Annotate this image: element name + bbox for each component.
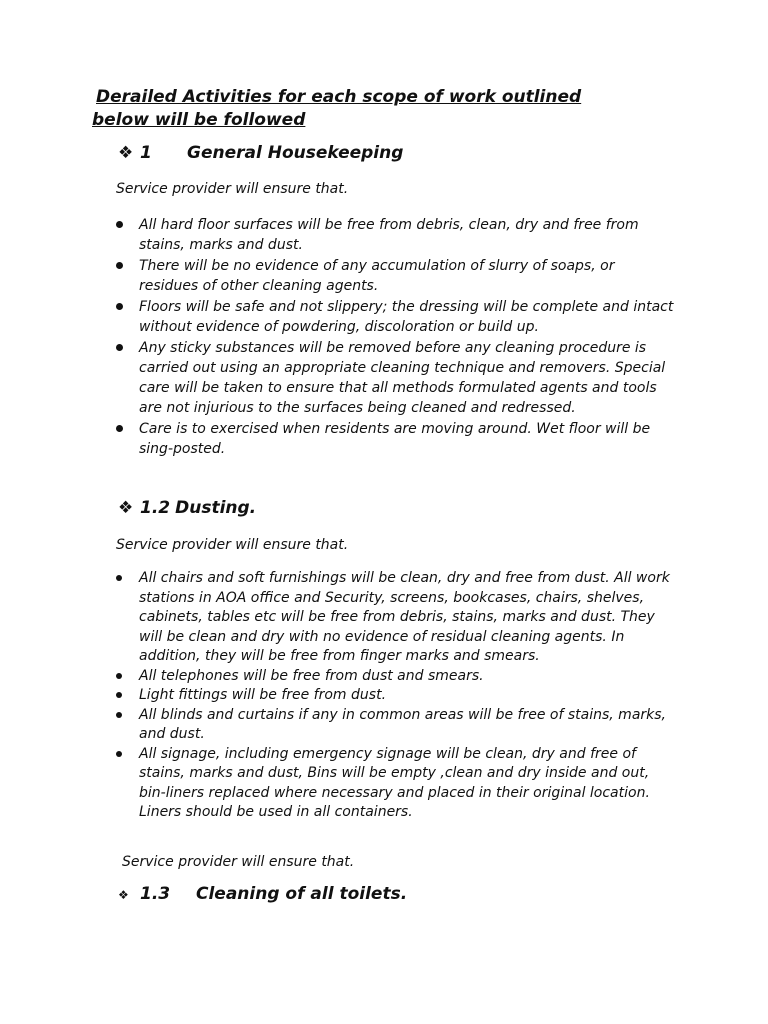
list-item: [116, 297, 676, 337]
section-heading-general-housekeeping: [118, 143, 403, 163]
section-intro: Service provider will ensure that.: [116, 181, 349, 197]
list-item: [116, 338, 676, 418]
list-item: [116, 419, 676, 459]
section-number: 1.2: [140, 498, 171, 518]
list-item: [116, 215, 676, 255]
section-title: Cleaning of all toilets.: [196, 884, 408, 904]
bullet-dot-icon: [116, 262, 123, 269]
list-item-text: All telephones will be free from dust and smears.: [139, 667, 484, 684]
list-item: [116, 706, 676, 745]
section-heading-dusting: [118, 498, 256, 518]
list-item-text: Any sticky substances will be removed before any cleaning procedure is carried out using an appropriate cleaning technique and removers. Special care will be taken to ensure that all methods formulated agents and tools are not injurious to the surfaces being cleaned and redressed.: [139, 340, 666, 416]
bullet-dot-icon: [116, 221, 123, 228]
diamond-bullet-icon: ❖: [118, 888, 129, 902]
list-item-text: Light fittings will be free from dust.: [139, 687, 387, 703]
list-item: [116, 745, 676, 823]
section-number: 1: [140, 143, 152, 163]
section-heading-cleaning-toilets: [118, 884, 407, 904]
list-item-text: Care is to exercised when residents are moving around. Wet floor will be sing-posted.: [139, 421, 651, 457]
document-title: [92, 86, 692, 132]
list-item: [116, 256, 676, 296]
bullet-dot-icon: [116, 751, 122, 757]
bullet-dot-icon: [116, 575, 122, 581]
document-title-line-2: below will be followed: [92, 110, 306, 130]
list-item-text: All chairs and soft furnishings will be clean, dry and free from dust. All work stations in AOA office and Security, screens, bookcases, chairs, shelves, cabinets, tables etc will be free from debris, stains, marks and dust. They will be clean and dry with no evidence of residual cleaning agents. In addition, they will be free from finger marks and smears.: [139, 570, 670, 664]
section-title: General Housekeeping: [187, 143, 404, 163]
list-item-text: All blinds and curtains if any in common areas will be free of stains, marks, and dust.: [139, 706, 667, 742]
bullet-dot-icon: [116, 673, 122, 679]
bullet-list-dusting: [116, 569, 676, 823]
bullet-dot-icon: [116, 344, 123, 351]
section-title: Dusting.: [175, 498, 257, 518]
list-item: [116, 686, 676, 706]
section-number: 1.3: [140, 884, 171, 904]
document-title-line-1: Derailed Activities for each scope of work outlined: [96, 87, 582, 107]
bullet-dot-icon: [116, 303, 123, 310]
list-item: [116, 667, 676, 687]
diamond-bullet-icon: ❖: [118, 143, 134, 163]
bullet-dot-icon: [116, 692, 122, 698]
bullet-dot-icon: [116, 425, 123, 432]
bullet-list-general-housekeeping: [116, 215, 676, 460]
list-item-text: All signage, including emergency signage will be clean, dry and free of stains, marks and dust, Bins will be empty ,clean and dry inside and out, bin-liners replaced where necessary and placed in their original location. Liners should be used in all containers.: [139, 745, 650, 820]
list-item-text: All hard floor surfaces will be free from debris, clean, dry and free from stains, marks and dust.: [139, 217, 639, 253]
bullet-dot-icon: [116, 712, 122, 718]
list-item-text: Floors will be safe and not slippery; the dressing will be complete and intact without evidence of powdering, discoloration or build up.: [139, 299, 674, 335]
list-item: [116, 569, 676, 667]
section-intro: Service provider will ensure that.: [116, 537, 349, 553]
list-item-text: There will be no evidence of any accumulation of slurry of soaps, or residues of other cleaning agents.: [139, 258, 615, 294]
section-outro: Service provider will ensure that.: [122, 854, 355, 870]
diamond-bullet-icon: ❖: [118, 498, 134, 518]
